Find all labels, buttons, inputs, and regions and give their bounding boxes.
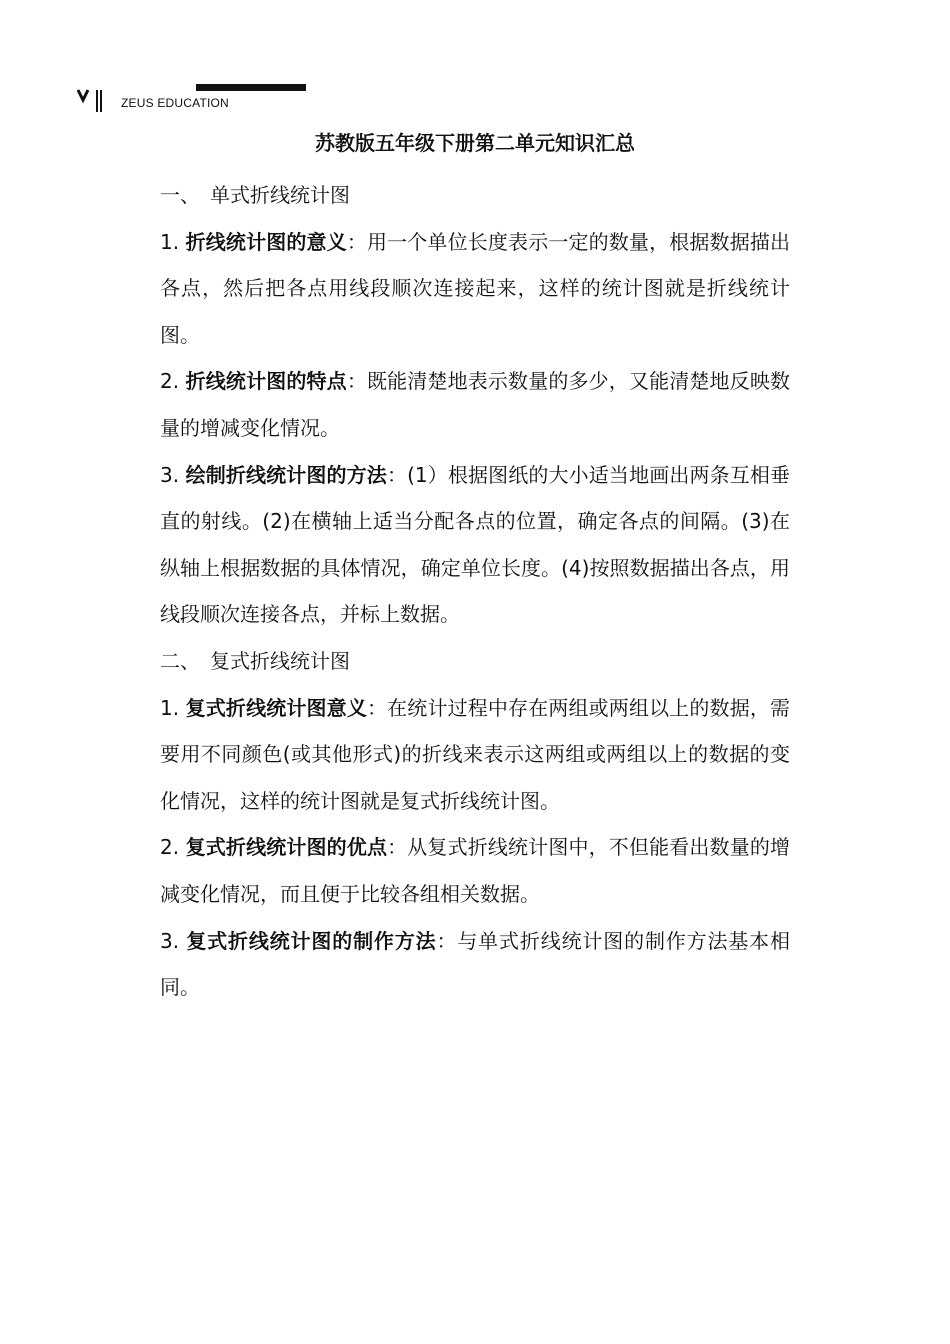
logo-subtitle: ZEUS EDUCATION: [121, 96, 229, 110]
item-term: 折线统计图的特点: [185, 369, 347, 394]
section-heading-2: [160, 638, 790, 685]
paragraph-2-3: [160, 918, 790, 1011]
logo-mark-icon: [76, 84, 106, 114]
item-number: 2.: [160, 835, 180, 860]
paragraph-1-3: [160, 452, 790, 638]
item-number: 3.: [160, 462, 180, 487]
paragraph-1-2: [160, 358, 790, 451]
section-heading-1: [160, 172, 790, 219]
section-title: 单式折线统计图: [210, 183, 350, 207]
document-title: 苏教版五年级下册第二单元知识汇总: [315, 131, 635, 155]
paragraph-2-2: [160, 824, 790, 917]
item-text: ：用一个单位长度表示一定的数量，根据数据描出各点，然后把各点用线段顺次连接起来，这样的统计图就是折线统计图。: [160, 229, 791, 347]
item-text: ：从复式折线统计图中，不但能看出数量的增减变化情况，而且便于比较各组相关数据。: [160, 835, 791, 906]
item-number: 2.: [160, 369, 180, 394]
item-term: 绘制折线统计图的方法: [185, 462, 387, 487]
item-number: 3.: [160, 928, 180, 953]
logo-wordmark-cropped: [196, 84, 306, 91]
item-term: 折线统计图的意义: [185, 229, 347, 254]
item-term: 复式折线统计图意义: [185, 695, 367, 720]
section-title: 复式折线统计图: [210, 648, 350, 673]
item-number: 1.: [160, 695, 180, 720]
item-number: 1.: [160, 229, 180, 254]
item-text: ：在统计过程中存在两组或两组以上的数据，需要用不同颜色(或其他形式)的折线来表示这两组或两组以上的数据的变化情况，这样的统计图就是复式折线统计图。: [160, 695, 791, 813]
section-number: 二、: [160, 648, 200, 673]
paragraph-2-1: [160, 685, 790, 825]
item-text: ：既能清楚地表示数量的多少，又能清楚地反映数量的增减变化情况。: [160, 369, 791, 440]
item-text: ：(1）根据图纸的大小适当地画出两条互相垂直的射线。(2)在横轴上适当分配各点的位置，确定各点的间隔。(3)在纵轴上根据数据的具体情况，确定单位长度。(4)按照数据描出各点，用线段顺次连接各点，并标上数据。: [160, 462, 791, 627]
document-body: [160, 172, 790, 1011]
item-term: 复式折线统计图的制作方法: [186, 928, 437, 953]
item-term: 复式折线统计图的优点: [185, 835, 388, 860]
paragraph-1-1: [160, 219, 790, 359]
item-text: ：与单式折线统计图的制作方法基本相同。: [160, 928, 791, 1000]
section-number: 一、: [160, 183, 200, 207]
